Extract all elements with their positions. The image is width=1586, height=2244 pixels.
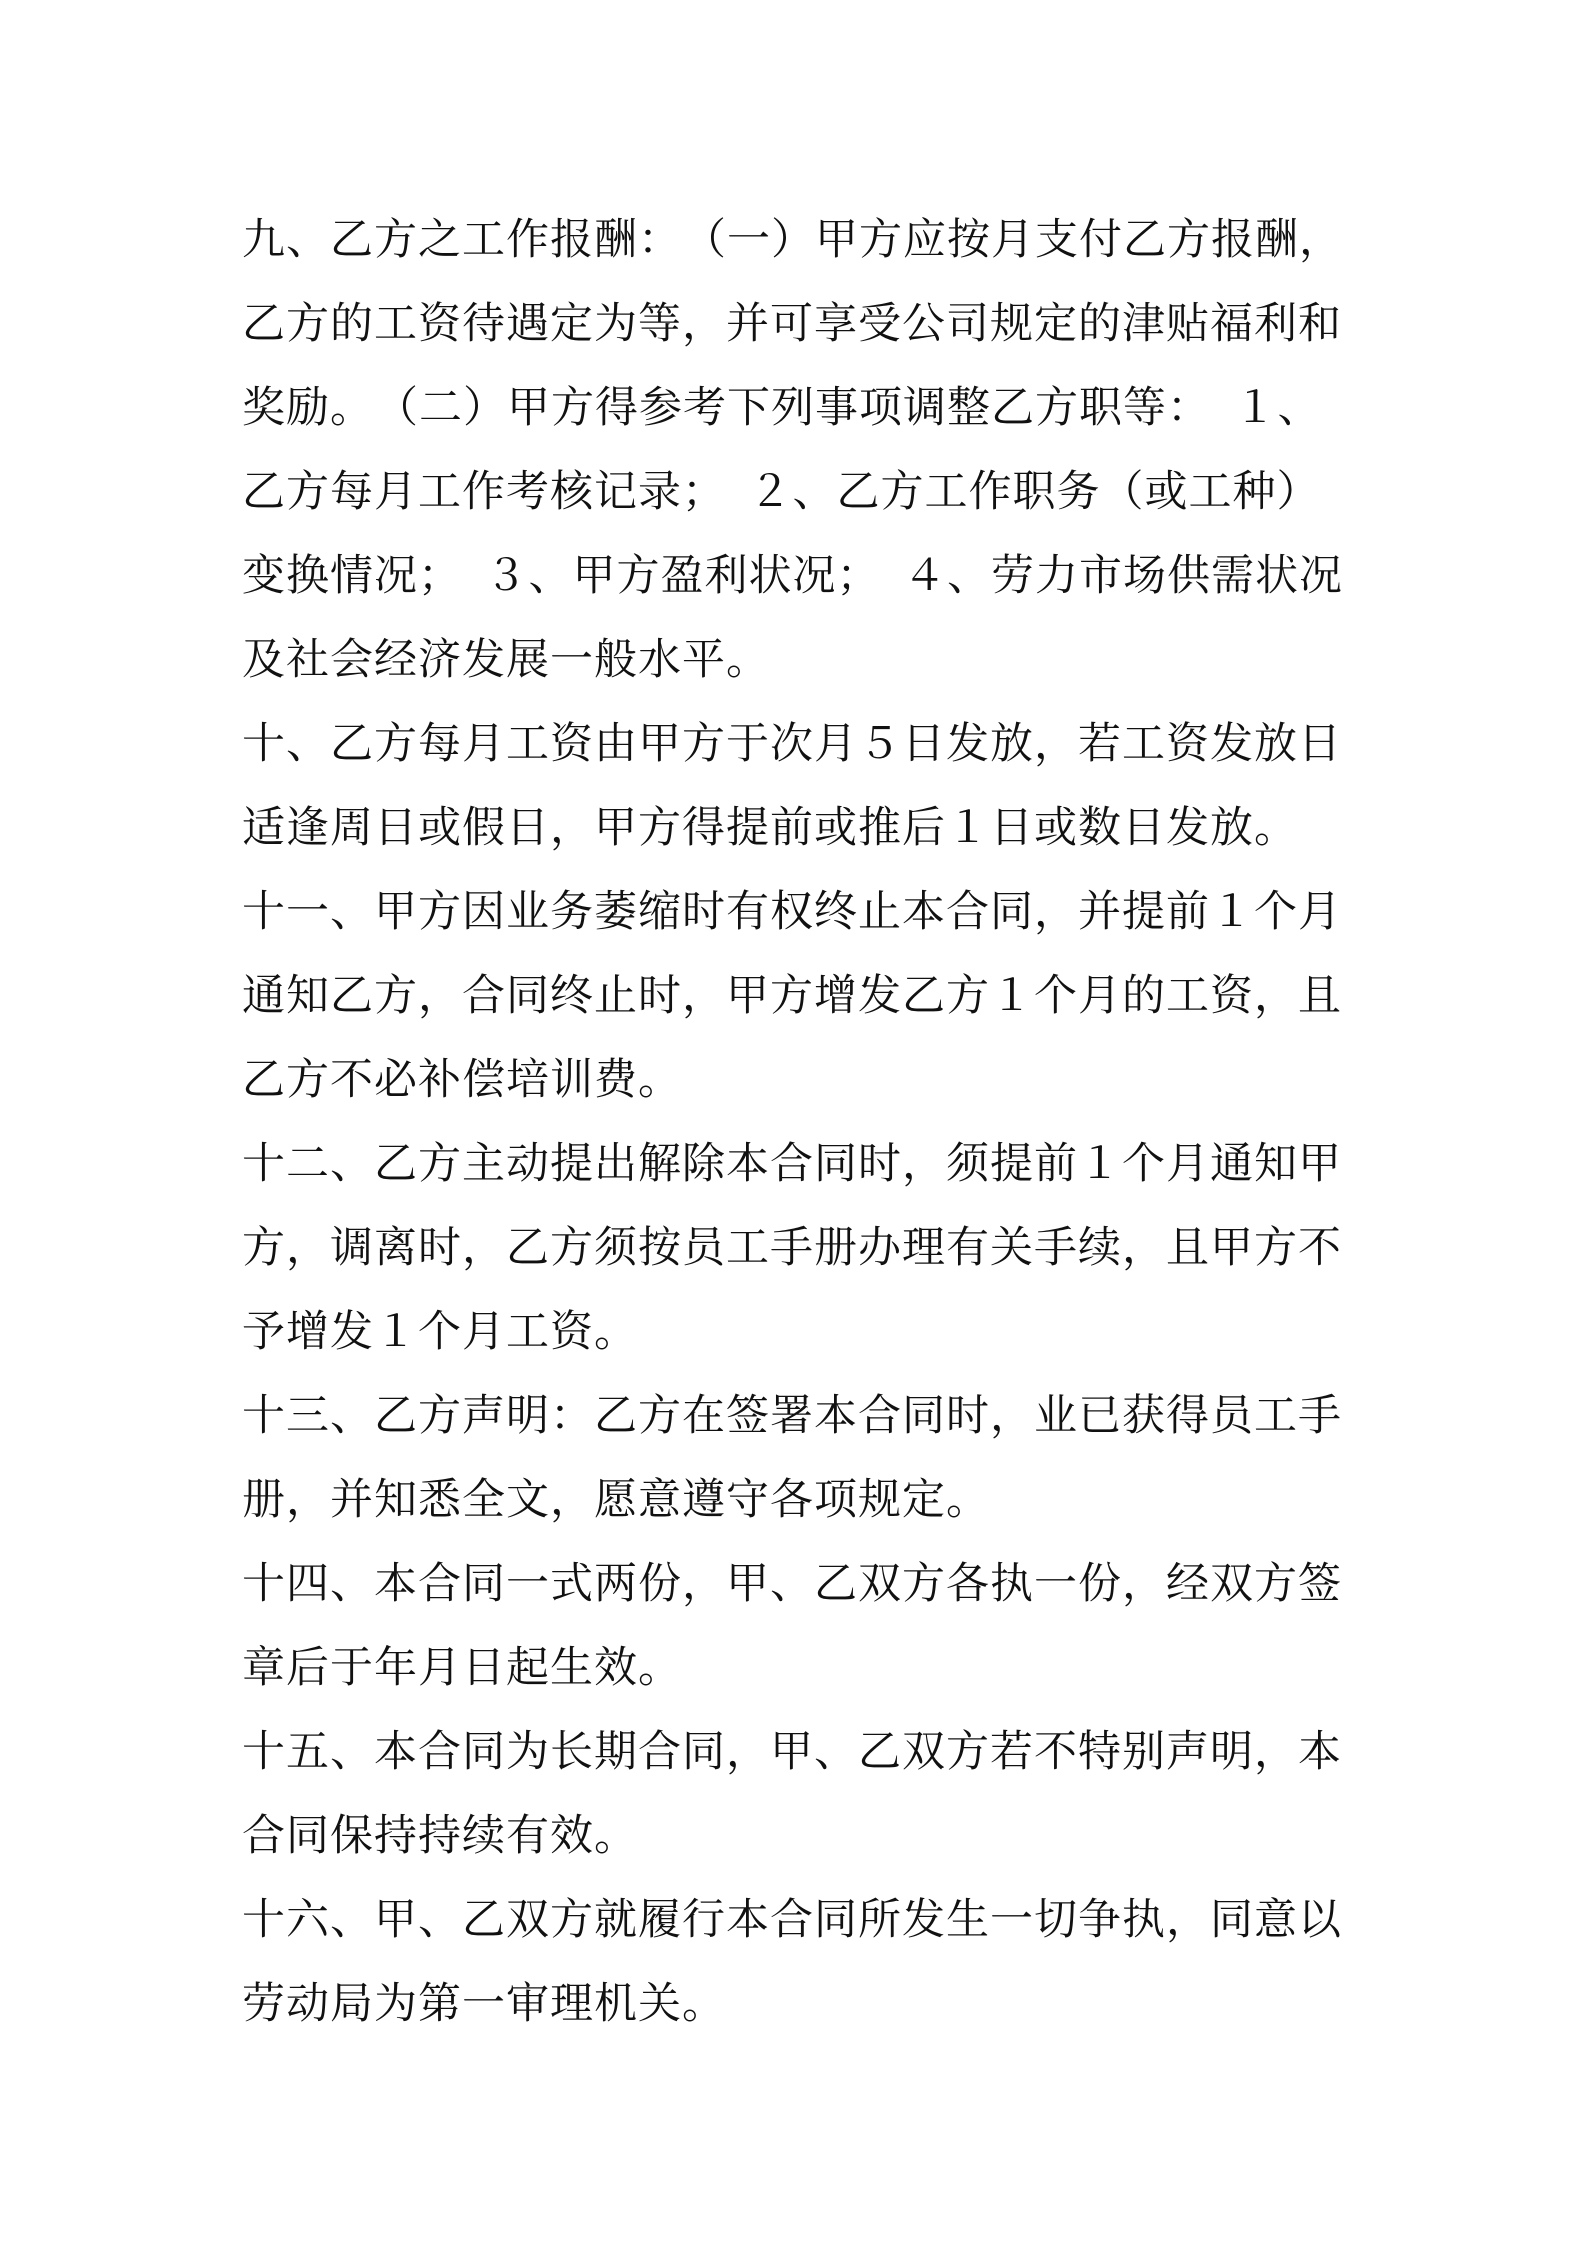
clause-9: 九、乙方之工作报酬： （一）甲方应按月支付乙方报酬，乙方的工资待遇定为等，并可享受公司规定的津贴福利和奖励。 （二）甲方得参考下列事项调整乙方职等： １、乙方每月工作考核记录； ２、乙方工作职务（或工种）变换情况； ３、甲方盈利状况； ４、劳力市场供需状况及社会经济发展一般水平。 — [242, 215, 1343, 685]
document-body — [242, 198, 1352, 2046]
clause-15: 十五、本合同为长期合同，甲、乙双方若不特别声明，本合同保持持续有效。 — [242, 1727, 1342, 1861]
clause-12: 十二、乙方主动提出解除本合同时，须提前１个月通知甲方，调离时，乙方须按员工手册办理有关手续，且甲方不予增发１个月工资。 — [242, 1139, 1342, 1357]
clause-16: 十六、甲、乙双方就履行本合同所发生一切争执，同意以劳动局为第一审理机关。 — [242, 1895, 1342, 2029]
clause-11: 十一、甲方因业务萎缩时有权终止本合同，并提前１个月通知乙方，合同终止时，甲方增发乙方１个月的工资，且乙方不必补偿培训费。 — [242, 887, 1342, 1105]
clause-14: 十四、本合同一式两份，甲、乙双方各执一份，经双方签章后于年月日起生效。 — [242, 1559, 1342, 1693]
clause-10: 十、乙方每月工资由甲方于次月５日发放，若工资发放日适逢周日或假日，甲方得提前或推后１日或数日发放。 — [242, 719, 1342, 853]
clause-13: 十三、乙方声明：乙方在签署本合同时，业已获得员工手册，并知悉全文，愿意遵守各项规定。 — [242, 1391, 1342, 1525]
